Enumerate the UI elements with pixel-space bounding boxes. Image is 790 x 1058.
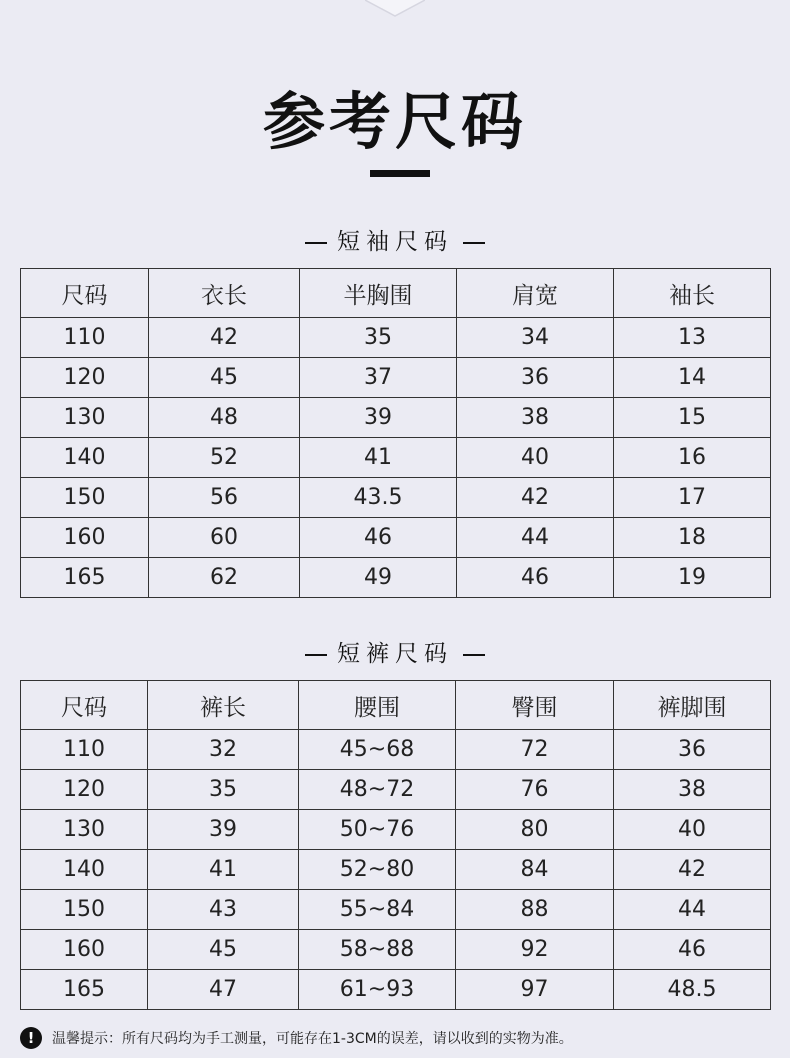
table-row (21, 890, 771, 930)
table-row (21, 558, 771, 598)
table-cell: 35 (300, 318, 457, 358)
tip-note (20, 1025, 573, 1051)
table-cell: 58~88 (299, 930, 456, 970)
page-title: 参考尺码 (262, 85, 527, 158)
table-cell: 48 (149, 398, 300, 438)
table-cell: 45 (149, 358, 300, 398)
column-header: 尺码 (21, 681, 148, 730)
column-header: 臀围 (456, 681, 614, 730)
table-cell: 42 (149, 318, 300, 358)
table-cell: 92 (456, 930, 614, 970)
table-cell: 38 (457, 398, 614, 438)
table-cell: 41 (300, 438, 457, 478)
column-header: 裤脚围 (614, 681, 771, 730)
table-cell: 48~72 (299, 770, 456, 810)
table-cell: 110 (21, 730, 148, 770)
shirt-section-label: 短袖尺码 (337, 229, 453, 255)
table-row (21, 438, 771, 478)
table-cell: 165 (21, 970, 148, 1010)
shirt-section-title (0, 223, 790, 256)
column-header: 半胸围 (300, 269, 457, 318)
table-cell: 40 (614, 810, 771, 850)
table-cell: 19 (614, 558, 771, 598)
table-cell: 150 (21, 478, 149, 518)
table-cell: 140 (21, 850, 148, 890)
table-cell: 46 (614, 930, 771, 970)
table-cell: 46 (457, 558, 614, 598)
table-cell: 88 (456, 890, 614, 930)
shorts-section-title (0, 635, 790, 668)
table-cell: 140 (21, 438, 149, 478)
table-cell: 55~84 (299, 890, 456, 930)
table-cell: 40 (457, 438, 614, 478)
table-cell: 49 (300, 558, 457, 598)
table-cell: 52~80 (299, 850, 456, 890)
table-row (21, 730, 771, 770)
table-row (21, 318, 771, 358)
dash-left (305, 242, 327, 244)
table-row (21, 970, 771, 1010)
table-cell: 43.5 (300, 478, 457, 518)
table-cell: 97 (456, 970, 614, 1010)
table-cell: 45~68 (299, 730, 456, 770)
table-row (21, 398, 771, 438)
table-cell: 39 (148, 810, 299, 850)
table-cell: 41 (148, 850, 299, 890)
table-cell: 18 (614, 518, 771, 558)
table-cell: 110 (21, 318, 149, 358)
table-cell: 120 (21, 770, 148, 810)
table-cell: 48.5 (614, 970, 771, 1010)
shorts-section-label: 短裤尺码 (337, 641, 453, 667)
table-cell: 150 (21, 890, 148, 930)
column-header: 衣长 (149, 269, 300, 318)
table-cell: 42 (457, 478, 614, 518)
dash-right (463, 654, 485, 656)
table-cell: 130 (21, 398, 149, 438)
table-cell: 15 (614, 398, 771, 438)
column-header: 腰围 (299, 681, 456, 730)
table-row (21, 518, 771, 558)
table-cell: 47 (148, 970, 299, 1010)
table-row (21, 358, 771, 398)
table-cell: 39 (300, 398, 457, 438)
table-cell: 56 (149, 478, 300, 518)
table-cell: 45 (148, 930, 299, 970)
table-row (21, 810, 771, 850)
table-row (21, 850, 771, 890)
table-cell: 160 (21, 930, 148, 970)
table-cell: 36 (614, 730, 771, 770)
table-row (21, 930, 771, 970)
table-cell: 34 (457, 318, 614, 358)
table-cell: 46 (300, 518, 457, 558)
table-cell: 72 (456, 730, 614, 770)
table-cell: 165 (21, 558, 149, 598)
table-cell: 80 (456, 810, 614, 850)
table-cell: 36 (457, 358, 614, 398)
table-cell: 43 (148, 890, 299, 930)
table-cell: 60 (149, 518, 300, 558)
table-cell: 38 (614, 770, 771, 810)
tip-text: 温馨提示：所有尺码均为手工测量，可能存在1-3CM的误差，请以收到的实物为准。 (52, 1031, 573, 1047)
column-header: 尺码 (21, 269, 149, 318)
table-cell: 62 (149, 558, 300, 598)
table-cell: 50~76 (299, 810, 456, 850)
table-cell: 37 (300, 358, 457, 398)
table-cell: 42 (614, 850, 771, 890)
table-header-row (21, 269, 771, 318)
table-cell: 52 (149, 438, 300, 478)
title-underline (370, 170, 430, 177)
exclamation-icon: ! (20, 1027, 42, 1049)
table-cell: 84 (456, 850, 614, 890)
table-cell: 44 (614, 890, 771, 930)
table-header-row (21, 681, 771, 730)
table-cell: 120 (21, 358, 149, 398)
top-notch-decoration (365, 0, 425, 18)
dash-left (305, 654, 327, 656)
table-cell: 44 (457, 518, 614, 558)
table-cell: 17 (614, 478, 771, 518)
shirt-size-table (20, 268, 771, 598)
table-cell: 32 (148, 730, 299, 770)
column-header: 袖长 (614, 269, 771, 318)
shorts-size-table (20, 680, 771, 1010)
column-header: 裤长 (148, 681, 299, 730)
table-row (21, 478, 771, 518)
table-cell: 160 (21, 518, 149, 558)
table-cell: 130 (21, 810, 148, 850)
table-cell: 13 (614, 318, 771, 358)
dash-right (463, 242, 485, 244)
table-cell: 61~93 (299, 970, 456, 1010)
column-header: 肩宽 (457, 269, 614, 318)
table-cell: 35 (148, 770, 299, 810)
table-cell: 76 (456, 770, 614, 810)
table-row (21, 770, 771, 810)
table-cell: 14 (614, 358, 771, 398)
table-cell: 16 (614, 438, 771, 478)
